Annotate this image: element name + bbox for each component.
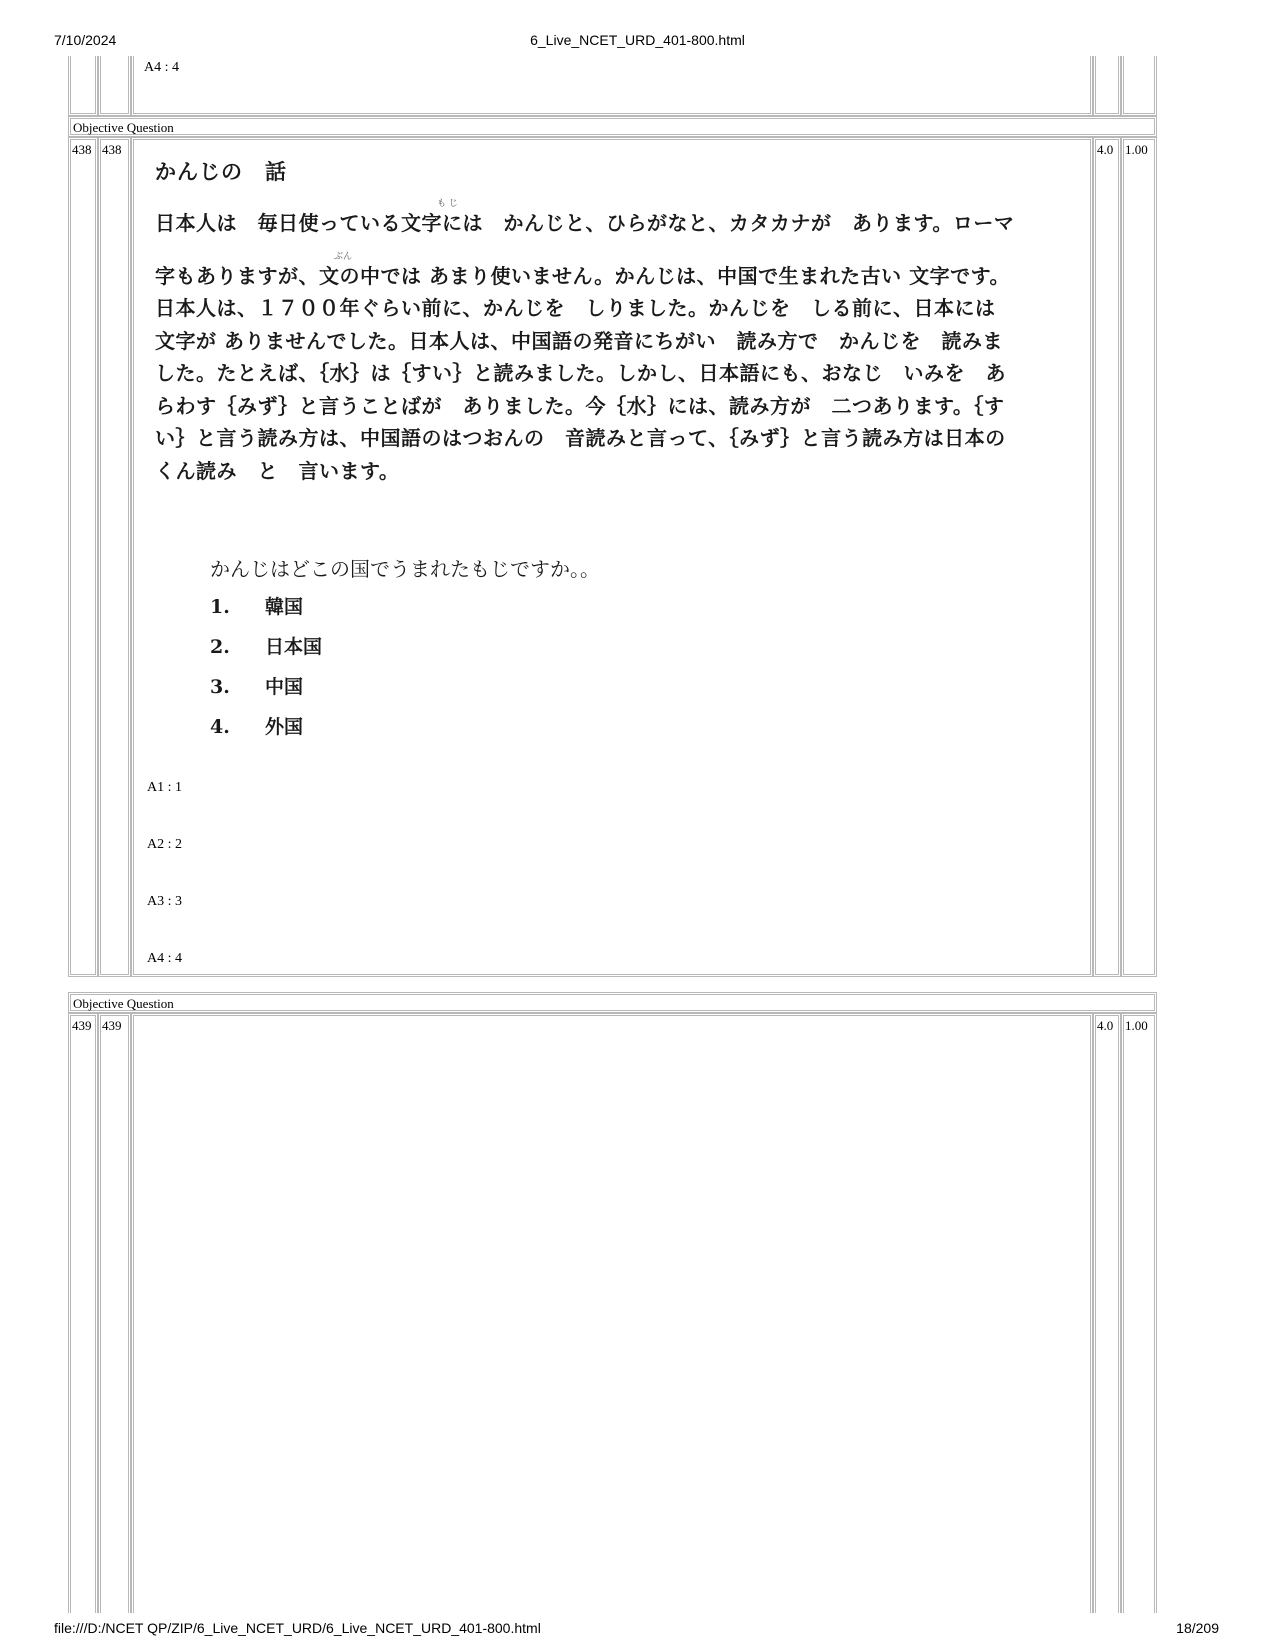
- q439-neg-cell: [1121, 1013, 1157, 1613]
- answer-3: A3 : 3: [147, 894, 182, 909]
- prev-qid-cell: [98, 56, 131, 116]
- q438-sno-cell: [68, 137, 98, 977]
- prev-answer-4: A4 : 4: [144, 60, 179, 75]
- q439-content-cell: [131, 1013, 1093, 1613]
- q439-marks-cell: [1093, 1013, 1121, 1613]
- prev-neg-cell: [1121, 56, 1157, 116]
- q439-sno: 439: [72, 1018, 92, 1033]
- q438-sno: 438: [72, 142, 92, 157]
- option-number: 1.: [210, 596, 230, 618]
- q438-qid-cell: [98, 137, 131, 977]
- option-2: [210, 632, 322, 659]
- passage-line: 文字が ありませんでした。日本人は、中国語の発音にちがい 読み方で かんじを 読みま: [155, 328, 1003, 353]
- option-3: [210, 672, 303, 699]
- section-label: Objective Question: [73, 996, 174, 1011]
- prev-marks-cell: [1093, 56, 1121, 116]
- q439-sno-cell: [68, 1013, 98, 1613]
- q438-qid: 438: [102, 142, 122, 157]
- passage-line: くん読み と 言います。: [155, 458, 400, 483]
- option-text: 韓国: [265, 596, 304, 618]
- option-text: 中国: [265, 676, 304, 698]
- prev-question-cell: [131, 56, 1093, 116]
- q439-qid-cell: [98, 1013, 131, 1613]
- reading-passage: [155, 207, 1135, 487]
- print-title: 6_Live_NCET_URD_401-800.html: [530, 32, 745, 48]
- q438-marks: 4.0: [1097, 142, 1114, 157]
- answer-2: A2 : 2: [147, 837, 182, 852]
- print-page-number: 18/209: [1176, 1620, 1219, 1636]
- print-date: 7/10/2024: [54, 32, 117, 48]
- option-number: 3.: [210, 676, 230, 698]
- q438-negative-marks: 1.00: [1125, 142, 1148, 157]
- passage-line: 字もありますが、文の中では あまり使いません。かんじは、中国で生まれた古い 文字です。: [155, 263, 1011, 288]
- option-1: [210, 592, 303, 619]
- answer-1: A1 : 1: [147, 780, 182, 795]
- section-label-row: [68, 992, 1157, 1013]
- furigana-bun: ぶん: [334, 252, 353, 262]
- q439-qid: 439: [102, 1018, 122, 1033]
- answer-4: A4 : 4: [147, 951, 182, 966]
- prev-sno-cell: [68, 56, 98, 116]
- q439-marks: 4.0: [1097, 1018, 1114, 1033]
- section-label-row: [68, 116, 1157, 137]
- question-text: かんじはどこの国でうまれたもじですか。。: [210, 557, 600, 581]
- passage-heading: かんじの 話: [155, 160, 287, 184]
- passage-line: した。たとえば、｛水｝は｛すい｝と読みました。しかし、日本語にも、おなじ いみを あ: [155, 361, 1006, 385]
- option-number: 4.: [210, 716, 230, 738]
- passage-line: らわす｛みず｝と言うことばが ありました。今｛水｝には、読み方が 二つあります。｛す: [155, 393, 1005, 418]
- furigana-moji: も じ: [437, 199, 458, 209]
- section-label: Objective Question: [73, 120, 174, 135]
- passage-line: 日本人は 毎日使っている文字には かんじと、ひらがなと、カタカナが あります。ローマ: [155, 211, 1015, 235]
- passage-line: い｝と言う読み方は、中国語のはつおんの 音読みと言って、｛みず｝と言う読み方は日本の: [155, 426, 1006, 450]
- option-4: [210, 712, 303, 739]
- option-text: 外国: [265, 716, 304, 738]
- option-text: 日本国: [265, 636, 323, 658]
- print-file-path: file:///D:/NCET QP/ZIP/6_Live_NCET_URD/6_Live_NCET_URD_401-800.html: [54, 1620, 541, 1636]
- q439-negative-marks: 1.00: [1125, 1018, 1148, 1033]
- passage-line: 日本人は、１７００年ぐらい前に、かんじを しりました。かんじを しる前に、日本には: [155, 296, 996, 320]
- option-number: 2.: [210, 636, 230, 658]
